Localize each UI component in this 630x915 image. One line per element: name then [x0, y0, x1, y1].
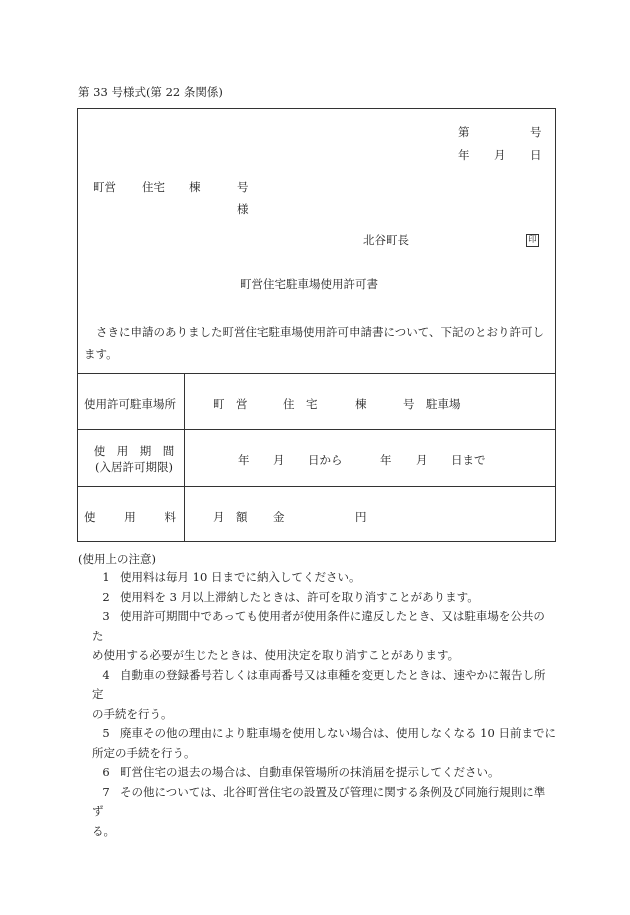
usage-fee-label: 使 用 料 — [84, 510, 176, 524]
table-row-divider-1 — [78, 429, 555, 430]
parking-location-town: 町 営 — [213, 397, 248, 411]
addressee-honorific: 様 — [237, 202, 249, 216]
period-from-month: 月 — [273, 453, 285, 467]
table-row-divider-2 — [78, 486, 555, 487]
usage-period-label: 使 用 期 間 (入居許可期限) — [93, 444, 175, 474]
addressee-building: 棟 — [189, 180, 201, 194]
seal-mark: 印 — [526, 231, 539, 247]
note-item: 6 町営住宅の退去の場合は、自動車保管場所の抹消届を提示してください。 — [102, 765, 500, 779]
fee-currency: 円 — [355, 510, 367, 524]
note-item: 7 その他については、北谷町営住宅の設置及び管理に関する条例及び同施行規則に準ず る。 — [92, 784, 546, 838]
date-year: 年 — [458, 148, 470, 162]
form-number-title: 第 33 号様式(第 22 条関係) — [78, 85, 223, 99]
note-item: 2 使用料を 3 月以上滞納したときは、許可を取り消すことがあります。 — [102, 589, 479, 604]
date-month: 月 — [494, 148, 506, 162]
note-item: 5 廃車その他の理由により駐車場を使用しない場合は、使用しなくなる 10 日前までに 所定の手続を行う。 — [92, 726, 556, 760]
date-day: 日 — [530, 148, 542, 162]
parking-location-lot: 号 駐車場 — [403, 397, 461, 411]
table-top-border — [78, 373, 555, 374]
number-suffix: 号 — [530, 125, 542, 139]
number-prefix: 第 — [458, 125, 470, 139]
period-to-month: 月 — [416, 453, 428, 467]
period-to-year: 年 — [380, 453, 392, 467]
parking-location-building: 棟 — [355, 397, 367, 411]
period-from-day: 日から — [308, 453, 343, 467]
parking-location-label: 使用許可駐車場所 — [84, 397, 176, 411]
addressee-housing: 住宅 — [142, 180, 165, 194]
table-column-divider — [184, 373, 185, 542]
permit-form-frame — [77, 108, 556, 542]
intro-text: さきに申請のありました町営住宅駐車場使用許可申請書について、下記のとおり許可します。 — [84, 325, 545, 361]
note-item: 3 使用許可期間中であっても使用者が使用条件に違反したとき、又は駐車場を公共のた め使用する必要が生じたときは、使用決定を取り消すことがあります。 — [92, 609, 545, 662]
parking-location-housing: 住 宅 — [283, 397, 318, 411]
addressee-unit: 号 — [237, 180, 249, 194]
period-from-year: 年 — [238, 453, 250, 467]
addressee-town: 町営 — [93, 180, 116, 194]
note-item: 4 自動車の登録番号若しくは車両番号又は車種を変更したときは、速やかに報告し所定 の手続を行う。 — [92, 667, 546, 721]
notes-title: (使用上の注意) — [78, 552, 156, 566]
document-title: 町営住宅駐車場使用許可書 — [240, 277, 378, 291]
fee-amount-prefix: 金 — [273, 510, 285, 524]
issuer-name: 北谷町長 — [363, 233, 409, 247]
period-to-day: 日まで — [451, 453, 486, 467]
fee-monthly: 月 額 — [213, 510, 248, 524]
note-item: 1 使用料は毎月 10 日までに納入してください。 — [102, 570, 361, 584]
usage-notes-list — [78, 568, 556, 841]
